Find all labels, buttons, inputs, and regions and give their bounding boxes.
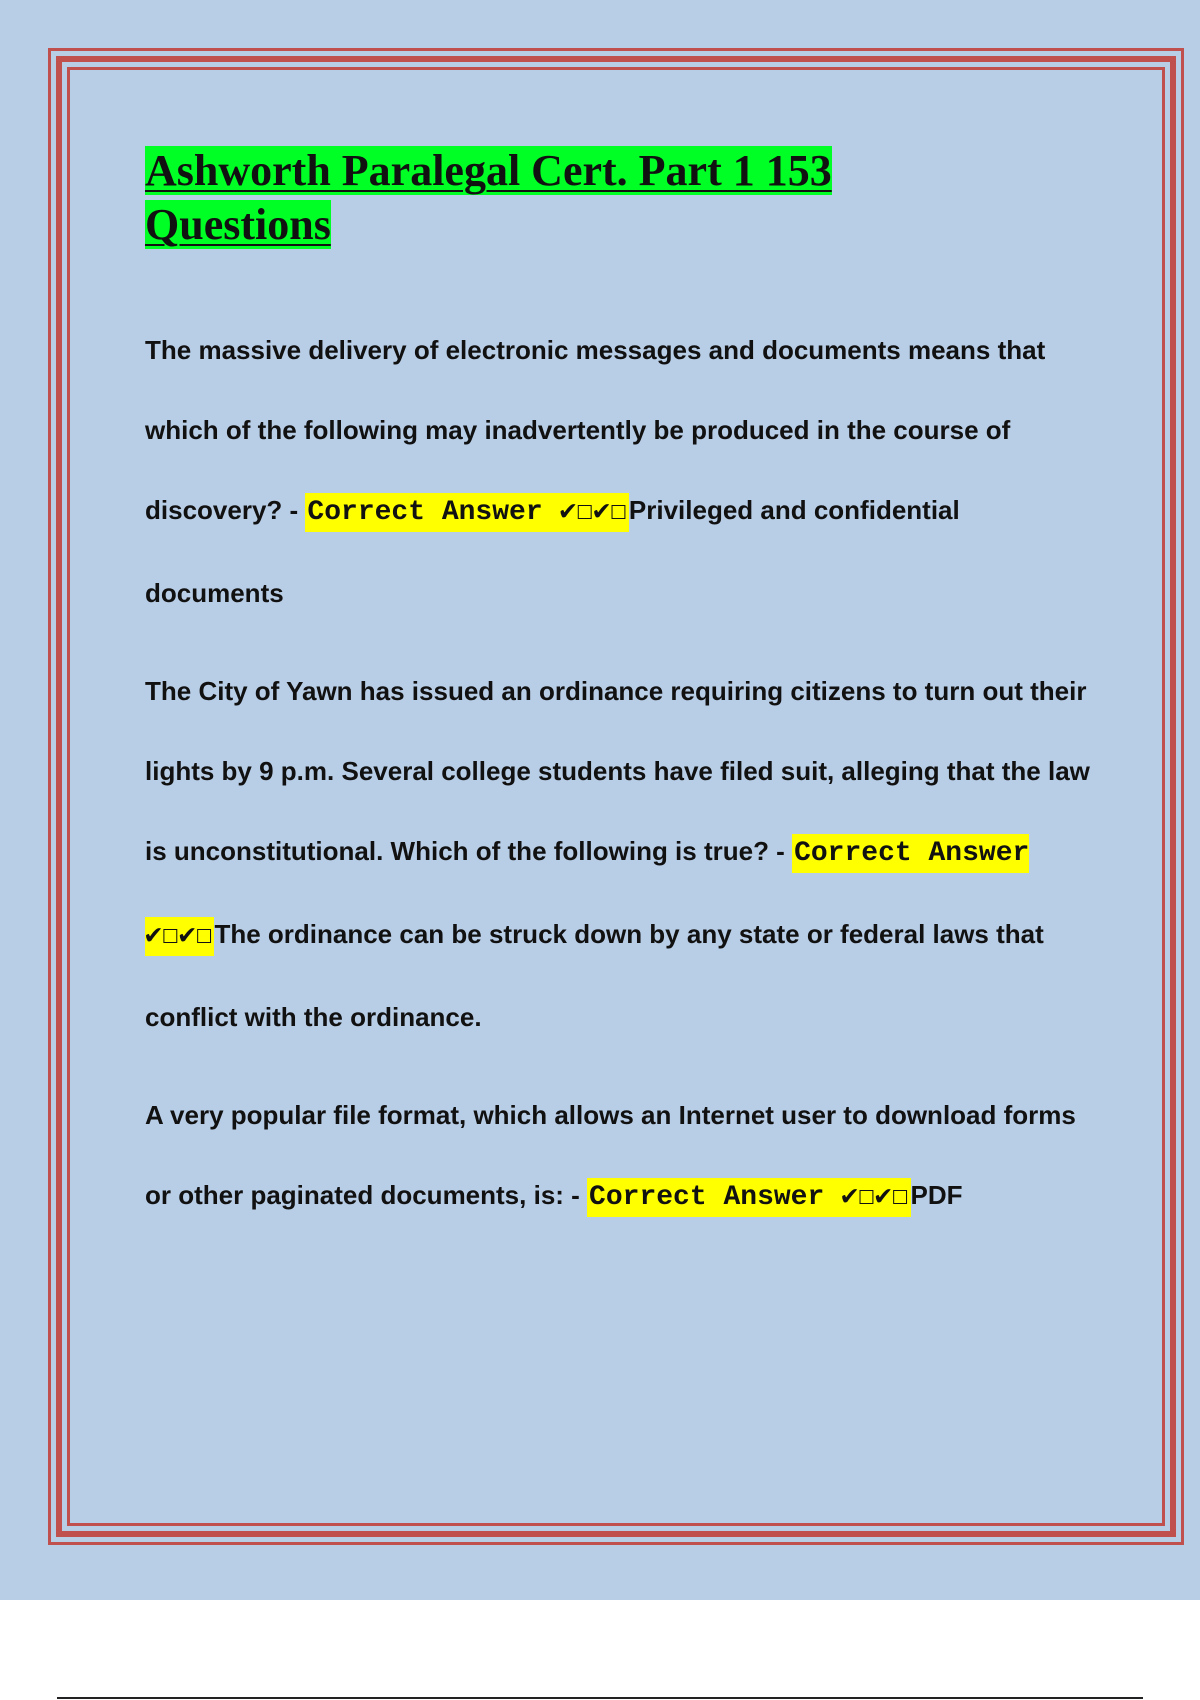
correct-answer-label: Correct Answer ✔☐✔☐ xyxy=(305,493,628,532)
answer-text: The ordinance can be struck down by any state or federal laws that conflict with the ordinance. xyxy=(145,919,1044,1032)
qa-item xyxy=(145,1075,1105,1238)
qa-item xyxy=(145,651,1105,1057)
question-text: The massive delivery of electronic messages and documents means that which of the following may inadvertently be produced in the course of discovery? - xyxy=(145,335,1046,525)
footer-rule xyxy=(57,1697,1143,1699)
question-text: A very popular file format, which allows an Internet user to download forms or other paginated documents, is: - xyxy=(145,1100,1076,1210)
answer-text: Privileged and confidential documents xyxy=(145,495,960,608)
qa-item xyxy=(145,310,1105,633)
correct-answer-label: Correct Answer ✔☐✔☐ xyxy=(587,1178,910,1217)
answer-text: PDF xyxy=(910,1180,963,1210)
question-text: The City of Yawn has issued an ordinance requiring citizens to turn out their lights by 9 p.m. Several college students have filed suit, alleging that the law is unconstitutional. Which of the following is true? - xyxy=(145,676,1090,866)
correct-answer-label: Correct Answer ✔☐✔☐ xyxy=(145,834,1029,956)
document-content xyxy=(145,144,1105,1238)
document-title xyxy=(145,144,945,252)
document-title-text: Ashworth Paralegal Cert. Part 1 153 Questions xyxy=(145,146,832,249)
